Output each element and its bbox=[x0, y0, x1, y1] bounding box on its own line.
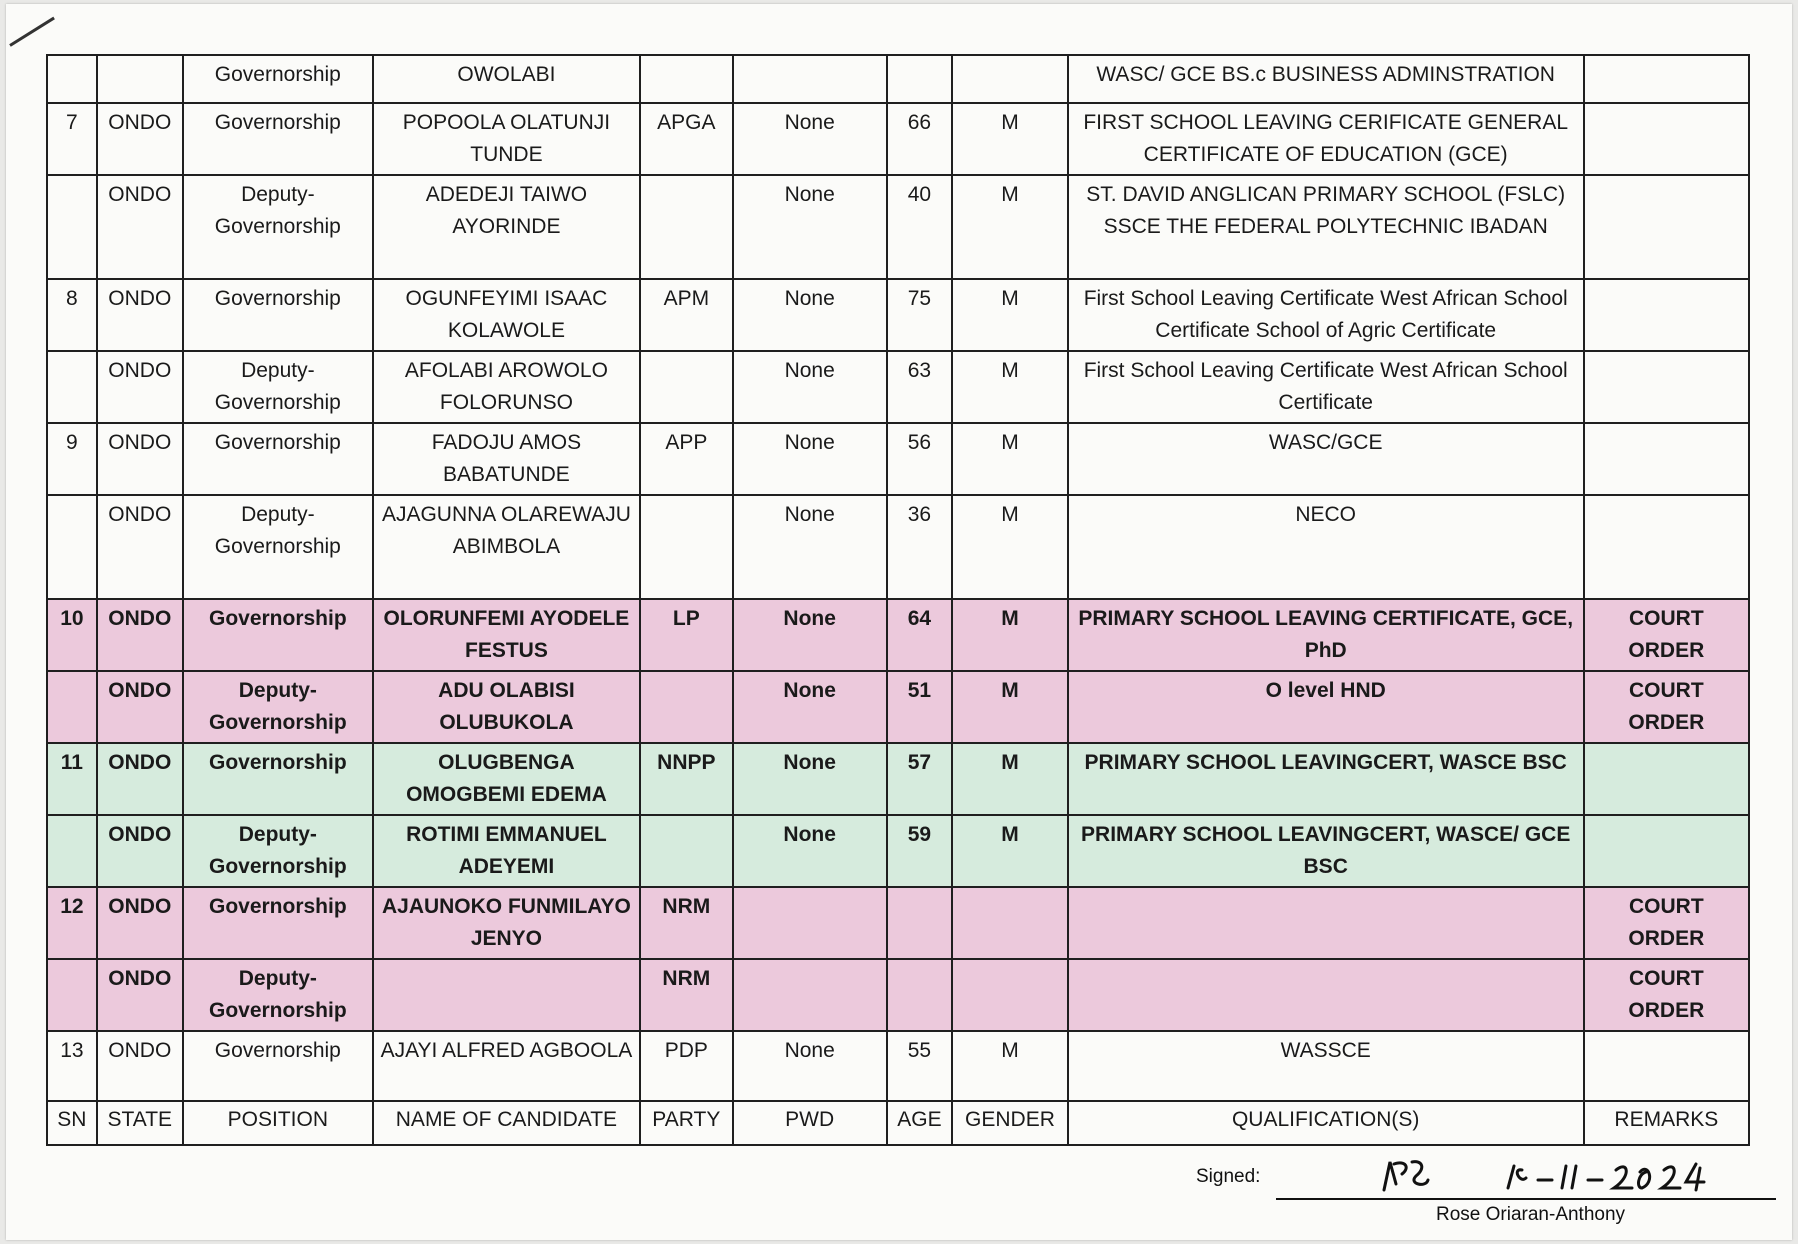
cell-gender: M bbox=[952, 1031, 1067, 1101]
cell-qualification bbox=[1068, 959, 1584, 1031]
cell-sn bbox=[47, 671, 97, 743]
cell-state: ONDO bbox=[97, 175, 183, 279]
cell-state bbox=[97, 55, 183, 103]
cell-sn bbox=[47, 815, 97, 887]
cell-party bbox=[640, 671, 733, 743]
cell-sn bbox=[47, 175, 97, 279]
cell-name bbox=[373, 959, 640, 1031]
cell-party: APM bbox=[640, 279, 733, 351]
cell-pwd: None bbox=[733, 351, 887, 423]
header-name: NAME OF CANDIDATE bbox=[373, 1101, 640, 1145]
cell-name: ADEDEJI TAIWO AYORINDE bbox=[373, 175, 640, 279]
cell-party: NRM bbox=[640, 959, 733, 1031]
table-row bbox=[47, 671, 1749, 743]
cell-sn bbox=[47, 55, 97, 103]
cell-position: Governorship bbox=[183, 55, 373, 103]
cell-pwd: None bbox=[733, 743, 887, 815]
table-row bbox=[47, 55, 1749, 103]
cell-sn: 7 bbox=[47, 103, 97, 175]
cell-gender: M bbox=[952, 599, 1067, 671]
cell-age bbox=[887, 55, 953, 103]
cell-name: FADOJU AMOS BABATUNDE bbox=[373, 423, 640, 495]
cell-pwd: None bbox=[733, 423, 887, 495]
table-header-row bbox=[47, 1101, 1749, 1145]
cell-qualification bbox=[1068, 887, 1584, 959]
table-body bbox=[47, 55, 1749, 1101]
table-row bbox=[47, 599, 1749, 671]
cell-remarks: COURT ORDER bbox=[1584, 671, 1749, 743]
cell-state: ONDO bbox=[97, 959, 183, 1031]
cell-remarks bbox=[1584, 351, 1749, 423]
cell-age: 66 bbox=[887, 103, 953, 175]
header-state: STATE bbox=[97, 1101, 183, 1145]
handwritten-signature bbox=[1276, 1154, 1756, 1202]
cell-age: 64 bbox=[887, 599, 953, 671]
cell-remarks: COURT ORDER bbox=[1584, 599, 1749, 671]
cell-pwd: None bbox=[733, 175, 887, 279]
cell-remarks bbox=[1584, 743, 1749, 815]
cell-name: AJAYI ALFRED AGBOOLA bbox=[373, 1031, 640, 1101]
table-row bbox=[47, 495, 1749, 599]
cell-position: Deputy-Governorship bbox=[183, 815, 373, 887]
cell-age: 40 bbox=[887, 175, 953, 279]
header-gender: GENDER bbox=[952, 1101, 1067, 1145]
cell-party: PDP bbox=[640, 1031, 733, 1101]
cell-age: 51 bbox=[887, 671, 953, 743]
cell-state: ONDO bbox=[97, 887, 183, 959]
table-row bbox=[47, 279, 1749, 351]
cell-party: NNPP bbox=[640, 743, 733, 815]
cell-position: Deputy-Governorship bbox=[183, 959, 373, 1031]
cell-remarks bbox=[1584, 815, 1749, 887]
cell-state: ONDO bbox=[97, 743, 183, 815]
cell-gender: M bbox=[952, 279, 1067, 351]
cell-gender: M bbox=[952, 351, 1067, 423]
cell-remarks bbox=[1584, 495, 1749, 599]
cell-position: Deputy-Governorship bbox=[183, 351, 373, 423]
cell-age bbox=[887, 887, 953, 959]
cell-party: NRM bbox=[640, 887, 733, 959]
cell-qualification: FIRST SCHOOL LEAVING CERIFICATE GENERAL CERTIFICATE OF EDUCATION (GCE) bbox=[1068, 103, 1584, 175]
cell-name: OLUGBENGA OMOGBEMI EDEMA bbox=[373, 743, 640, 815]
cell-party bbox=[640, 351, 733, 423]
signature-line bbox=[1276, 1198, 1776, 1200]
document-sheet bbox=[6, 4, 1792, 1240]
cell-remarks bbox=[1584, 1031, 1749, 1101]
cell-remarks bbox=[1584, 55, 1749, 103]
cell-state: ONDO bbox=[97, 1031, 183, 1101]
cell-pwd bbox=[733, 55, 887, 103]
cell-sn: 12 bbox=[47, 887, 97, 959]
cell-pwd bbox=[733, 959, 887, 1031]
cell-remarks bbox=[1584, 175, 1749, 279]
cell-state: ONDO bbox=[97, 671, 183, 743]
cell-remarks: COURT ORDER bbox=[1584, 959, 1749, 1031]
cell-name: OWOLABI bbox=[373, 55, 640, 103]
cell-pwd: None bbox=[733, 599, 887, 671]
pen-mark bbox=[9, 17, 55, 47]
cell-pwd: None bbox=[733, 671, 887, 743]
cell-position: Governorship bbox=[183, 1031, 373, 1101]
signature-block bbox=[1196, 1154, 1776, 1234]
cell-qualification: First School Leaving Certificate West African School Certificate School of Agric Certificate bbox=[1068, 279, 1584, 351]
cell-remarks bbox=[1584, 423, 1749, 495]
header-qualification: QUALIFICATION(S) bbox=[1068, 1101, 1584, 1145]
header-pwd: PWD bbox=[733, 1101, 887, 1145]
cell-qualification: WASSCE bbox=[1068, 1031, 1584, 1101]
cell-sn: 8 bbox=[47, 279, 97, 351]
header-position: POSITION bbox=[183, 1101, 373, 1145]
cell-gender: M bbox=[952, 495, 1067, 599]
cell-party: APGA bbox=[640, 103, 733, 175]
cell-position: Governorship bbox=[183, 599, 373, 671]
table-row bbox=[47, 815, 1749, 887]
cell-state: ONDO bbox=[97, 815, 183, 887]
header-sn: SN bbox=[47, 1101, 97, 1145]
cell-qualification: O level HND bbox=[1068, 671, 1584, 743]
cell-gender: M bbox=[952, 423, 1067, 495]
table-row bbox=[47, 1031, 1749, 1101]
cell-gender: M bbox=[952, 815, 1067, 887]
cell-state: ONDO bbox=[97, 279, 183, 351]
cell-pwd bbox=[733, 887, 887, 959]
cell-qualification: NECO bbox=[1068, 495, 1584, 599]
cell-party: APP bbox=[640, 423, 733, 495]
cell-position: Deputy-Governorship bbox=[183, 495, 373, 599]
header-party: PARTY bbox=[640, 1101, 733, 1145]
cell-pwd: None bbox=[733, 279, 887, 351]
cell-sn: 10 bbox=[47, 599, 97, 671]
cell-qualification: PRIMARY SCHOOL LEAVING CERTIFICATE, GCE, PhD bbox=[1068, 599, 1584, 671]
cell-age bbox=[887, 959, 953, 1031]
table-row bbox=[47, 103, 1749, 175]
cell-qualification: First School Leaving Certificate West African School Certificate bbox=[1068, 351, 1584, 423]
cell-gender: M bbox=[952, 103, 1067, 175]
cell-position: Governorship bbox=[183, 423, 373, 495]
cell-pwd: None bbox=[733, 815, 887, 887]
cell-state: ONDO bbox=[97, 351, 183, 423]
cell-party bbox=[640, 815, 733, 887]
cell-sn bbox=[47, 351, 97, 423]
cell-name: POPOOLA OLATUNJI TUNDE bbox=[373, 103, 640, 175]
cell-gender bbox=[952, 887, 1067, 959]
cell-party: LP bbox=[640, 599, 733, 671]
table-row bbox=[47, 351, 1749, 423]
cell-qualification: PRIMARY SCHOOL LEAVINGCERT, WASCE/ GCE BSC bbox=[1068, 815, 1584, 887]
cell-remarks bbox=[1584, 279, 1749, 351]
cell-state: ONDO bbox=[97, 103, 183, 175]
cell-position: Governorship bbox=[183, 887, 373, 959]
signed-label: Signed: bbox=[1196, 1166, 1261, 1187]
cell-age: 63 bbox=[887, 351, 953, 423]
cell-name: OGUNFEYIMI ISAAC KOLAWOLE bbox=[373, 279, 640, 351]
cell-name: ADU OLABISI OLUBUKOLA bbox=[373, 671, 640, 743]
table-row bbox=[47, 175, 1749, 279]
cell-sn: 9 bbox=[47, 423, 97, 495]
cell-sn bbox=[47, 959, 97, 1031]
cell-state: ONDO bbox=[97, 423, 183, 495]
cell-sn: 13 bbox=[47, 1031, 97, 1101]
cell-name: AJAGUNNA OLAREWAJU ABIMBOLA bbox=[373, 495, 640, 599]
cell-age: 36 bbox=[887, 495, 953, 599]
cell-position: Deputy-Governorship bbox=[183, 175, 373, 279]
cell-party bbox=[640, 175, 733, 279]
cell-gender: M bbox=[952, 671, 1067, 743]
cell-sn: 11 bbox=[47, 743, 97, 815]
cell-pwd: None bbox=[733, 495, 887, 599]
cell-remarks: COURT ORDER bbox=[1584, 887, 1749, 959]
cell-qualification: ST. DAVID ANGLICAN PRIMARY SCHOOL (FSLC) SSCE THE FEDERAL POLYTECHNIC IBADAN bbox=[1068, 175, 1584, 279]
cell-position: Governorship bbox=[183, 103, 373, 175]
cell-name: AFOLABI AROWOLO FOLORUNSO bbox=[373, 351, 640, 423]
cell-qualification: PRIMARY SCHOOL LEAVINGCERT, WASCE BSC bbox=[1068, 743, 1584, 815]
cell-age: 55 bbox=[887, 1031, 953, 1101]
table-row bbox=[47, 743, 1749, 815]
cell-qualification: WASC/GCE bbox=[1068, 423, 1584, 495]
cell-gender bbox=[952, 55, 1067, 103]
signer-name: Rose Oriaran-Anthony bbox=[1436, 1204, 1626, 1225]
cell-age: 75 bbox=[887, 279, 953, 351]
header-remarks: REMARKS bbox=[1584, 1101, 1749, 1145]
cell-state: ONDO bbox=[97, 599, 183, 671]
cell-sn bbox=[47, 495, 97, 599]
cell-gender: M bbox=[952, 743, 1067, 815]
candidates-table bbox=[46, 54, 1750, 1146]
cell-name: AJAUNOKO FUNMILAYO JENYO bbox=[373, 887, 640, 959]
table-row bbox=[47, 959, 1749, 1031]
cell-age: 57 bbox=[887, 743, 953, 815]
cell-pwd: None bbox=[733, 103, 887, 175]
cell-position: Governorship bbox=[183, 743, 373, 815]
header-age: AGE bbox=[887, 1101, 953, 1145]
cell-gender: M bbox=[952, 175, 1067, 279]
cell-party bbox=[640, 495, 733, 599]
cell-name: OLORUNFEMI AYODELE FESTUS bbox=[373, 599, 640, 671]
table-row bbox=[47, 887, 1749, 959]
cell-position: Deputy-Governorship bbox=[183, 671, 373, 743]
cell-position: Governorship bbox=[183, 279, 373, 351]
cell-state: ONDO bbox=[97, 495, 183, 599]
table-row bbox=[47, 423, 1749, 495]
cell-remarks bbox=[1584, 103, 1749, 175]
cell-pwd: None bbox=[733, 1031, 887, 1101]
cell-gender bbox=[952, 959, 1067, 1031]
cell-qualification: WASC/ GCE BS.c BUSINESS ADMINSTRATION bbox=[1068, 55, 1584, 103]
cell-name: ROTIMI EMMANUEL ADEYEMI bbox=[373, 815, 640, 887]
cell-age: 59 bbox=[887, 815, 953, 887]
cell-party bbox=[640, 55, 733, 103]
cell-age: 56 bbox=[887, 423, 953, 495]
